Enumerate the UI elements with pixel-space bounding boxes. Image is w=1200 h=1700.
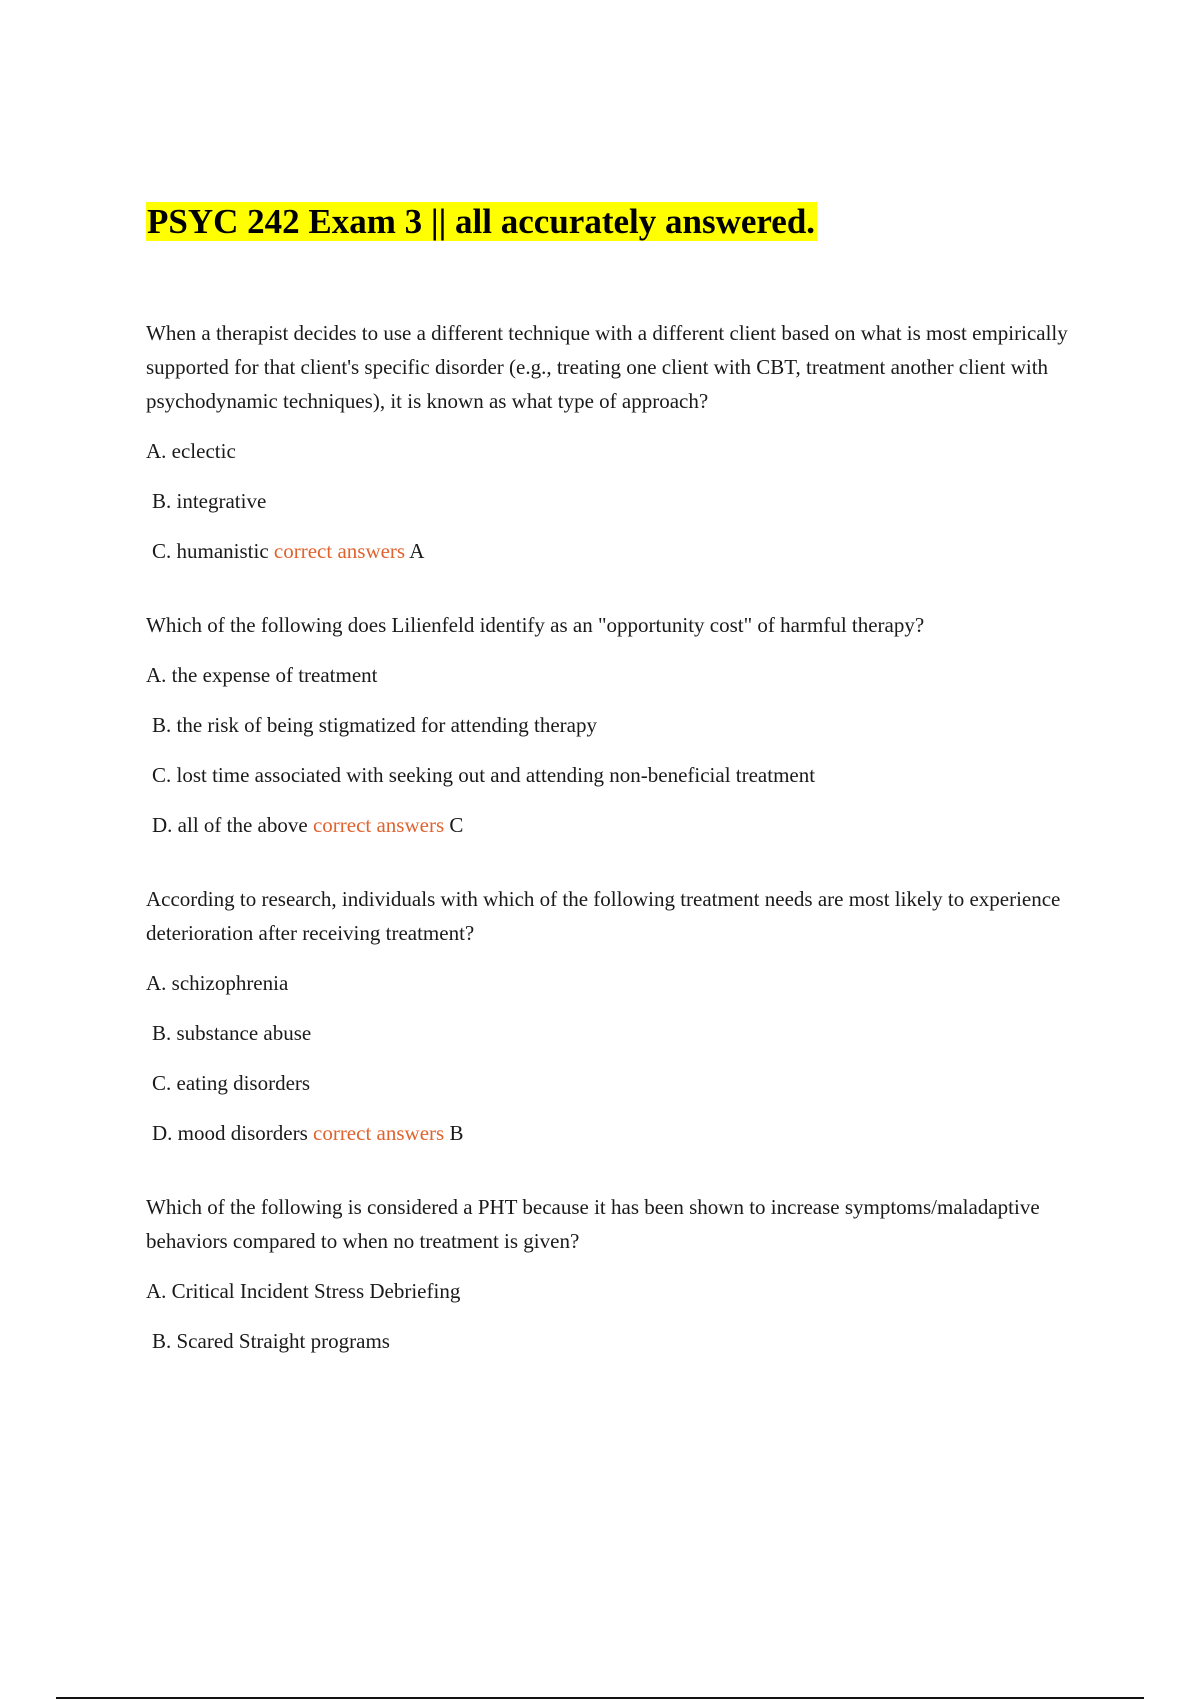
option: A. schizophrenia <box>146 971 289 995</box>
option-with-answer <box>146 1116 1086 1150</box>
answer-letter: B <box>449 1121 464 1145</box>
question-block <box>146 882 1086 1150</box>
option-with-answer <box>146 534 1086 568</box>
option-text: D. all of the above <box>152 813 308 837</box>
option-text: C. humanistic <box>152 539 269 563</box>
correct-answer-marker: correct answers <box>273 539 406 563</box>
option: B. substance abuse <box>152 1021 312 1045</box>
correct-answer-marker: correct answers <box>313 1121 445 1145</box>
option: A. Critical Incident Stress Debriefing <box>146 1279 461 1303</box>
document-title <box>146 198 817 246</box>
option: C. lost time associated with seeking out and attending non-beneficial treatment <box>152 763 816 787</box>
option: A. eclectic <box>146 439 236 463</box>
answer-letter: A <box>409 539 425 563</box>
question-text: Which of the following is considered a PHT because it has been shown to increase symptoms/maladaptive behaviors compared to when no treatment is given? <box>146 1195 1040 1253</box>
correct-answer-marker: correct answers <box>312 813 445 837</box>
option: B. the risk of being stigmatized for attending therapy <box>152 713 597 737</box>
question-text: According to research, individuals with which of the following treatment needs are most likely to experience deterioration after receiving treatment? <box>146 887 1061 945</box>
option: B. integrative <box>152 489 267 513</box>
question-block <box>146 608 1086 842</box>
question-text: When a therapist decides to use a different technique with a different client based on what is most empirically supported for that client's specific disorder (e.g., treating one client with CBT, treatment another client with psychodynamic techniques), it is known as what type of approach? <box>146 321 1068 413</box>
option: C. eating disorders <box>152 1071 311 1095</box>
option-text: D. mood disorders <box>152 1121 308 1145</box>
question-text: Which of the following does Lilienfeld identify as an "opportunity cost" of harmful therapy? <box>146 613 925 637</box>
title-highlight: PSYC 242 Exam 3 || all accurately answered. <box>147 202 816 241</box>
question-block <box>146 316 1086 568</box>
document-content <box>146 316 1086 1398</box>
page-bottom-rule <box>56 1697 1144 1699</box>
option-with-answer <box>146 808 1086 842</box>
option: B. Scared Straight programs <box>152 1329 390 1353</box>
question-block <box>146 1190 1086 1358</box>
answer-letter: C <box>449 813 464 837</box>
option: A. the expense of treatment <box>146 663 378 687</box>
